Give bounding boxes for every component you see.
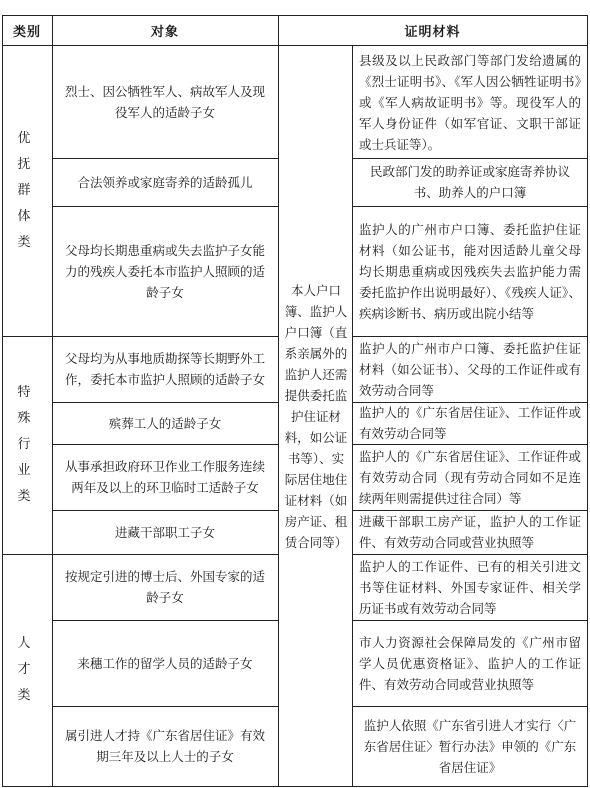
proof-cell [356, 158, 584, 206]
target-cell [56, 620, 274, 706]
category-rencai-text: 人才类 [17, 636, 37, 703]
row-divider [352, 444, 588, 445]
row-divider [352, 554, 588, 555]
proof-text: 监护人的广州市户口簿、委托监护住证材料（如公证书，能对因适龄儿童父母均长期患重病或因残疾失去监护能力需委托监护作出说明最好）、《残疾人证》、疾病诊断书、病历或出院小结等 [359, 221, 581, 321]
target-cell [56, 336, 274, 402]
proof-text: 民政部门发的助养证或家庭寄养协议书、助养人的户口簿 [369, 164, 570, 200]
proof-cell [356, 620, 584, 706]
category-youfu [8, 46, 46, 336]
target-text: 父母均为从事地质勘探等长期野外工作，委托本市监护人照顾的适龄子女 [64, 351, 265, 387]
category-teshu [8, 336, 46, 554]
target-text: 属引进人才持《广东省居住证》有效期三年及以上人士的子女 [64, 728, 265, 764]
row-divider [352, 402, 588, 403]
header-proof: 证明材料 [404, 25, 461, 40]
proof-cell [356, 510, 584, 554]
target-text: 进藏干部职工子女 [114, 524, 215, 540]
proof-text: 监护人的《广东省居住证》、工作证件或有效劳动合同（现有劳动合同如不足连续两年则需提供过往合同）等 [359, 448, 581, 506]
row-divider [52, 620, 278, 621]
proof-cell [356, 46, 584, 158]
row-divider [52, 402, 278, 403]
row-divider [52, 158, 278, 159]
target-text: 烈士、因公牺牲军人、病故军人及现役军人的适龄子女 [64, 84, 265, 120]
target-cell [56, 444, 274, 510]
common-proof [282, 46, 350, 786]
target-text: 来穗工作的留学人员的适龄子女 [77, 655, 253, 671]
target-text: 合法领养或家庭寄养的适龄孤儿 [77, 174, 253, 190]
column-divider [352, 45, 353, 787]
row-divider [352, 206, 588, 207]
category-youfu-text: 优抚群体类 [17, 131, 37, 250]
table-border-top [2, 15, 588, 16]
category-rencai [8, 554, 46, 786]
proof-cell [356, 554, 584, 620]
row-divider [352, 706, 588, 707]
target-cell [56, 402, 274, 444]
row-divider [352, 158, 588, 159]
proof-text: 进藏干部职工房产证，监护人的工作证件、有效劳动合同或营业执照等 [359, 514, 581, 550]
proof-text: 监护人依照《广东省引进人才实行〈广东省居住证〉暂行办法》申领的《广东省居住证》 [363, 717, 577, 775]
row-divider [52, 706, 278, 707]
target-cell [56, 706, 274, 786]
proof-cell [356, 402, 584, 444]
header-category: 类别 [12, 25, 41, 40]
table-border-left [2, 15, 3, 787]
target-text: 按规定引进的博士后、外国专家的适龄子女 [64, 569, 265, 605]
target-cell [56, 510, 274, 554]
row-divider [352, 336, 588, 337]
header-divider [2, 45, 588, 46]
proof-cell [356, 336, 584, 402]
row-divider [52, 206, 278, 207]
proof-cell [356, 444, 584, 510]
row-divider [352, 510, 588, 511]
proof-text: 县级及以上民政部门等部门发给遗属的《烈士证明书》、《军人因公牺牲证明书》或《军人病故证明书》等。现役军人的军人身份证件（如军官证、文职干部证或士兵证等）。 [359, 52, 581, 152]
proof-text: 监护人的工作证件、已有的相关引进文书等住证材料、外国专家证件、相关学历证书或有效劳动合同等 [359, 558, 581, 616]
row-divider [352, 620, 588, 621]
common-proof-text: 本人户口簿、监护人户口簿（直系亲属外的监护人还需提供委托监护住证材料，如公证书等）、实际居住地住证材料（如房产证、租赁合同等） [284, 282, 348, 550]
proof-text: 市人力资源社会保障局发的《广州市留学人员优惠资格证》、监护人的工作证件、有效劳动合同或营业执照等 [359, 634, 581, 692]
proof-cell [356, 206, 584, 336]
proof-cell [356, 706, 584, 786]
target-cell [56, 46, 274, 158]
proof-text: 监护人的《广东省居住证》、工作证件或有效劳动合同等 [359, 405, 581, 441]
target-cell [56, 554, 274, 620]
target-text: 从事承担政府环卫作业工作服务连续两年及以上的环卫临时工适龄子女 [64, 459, 265, 495]
header-target: 对象 [150, 25, 179, 40]
column-divider [278, 15, 279, 787]
proof-text: 监护人的广州市户口簿、委托监护住证材料（如公证书）、父母的工作证件或有效劳动合同等 [359, 340, 581, 398]
target-cell [56, 158, 274, 206]
target-text: 殡葬工人的适龄子女 [108, 415, 222, 431]
category-teshu-text: 特殊行业类 [17, 385, 37, 504]
table-border-right [587, 15, 588, 787]
row-divider [52, 444, 278, 445]
category-divider [2, 336, 278, 337]
target-cell [56, 206, 274, 336]
table-border-bottom [2, 786, 588, 787]
category-divider [2, 554, 278, 555]
row-divider [52, 510, 278, 511]
target-text: 父母均长期患重病或失去监护子女能力的残疾人委托本市监护人照顾的适龄子女 [64, 242, 265, 300]
column-divider [52, 15, 53, 787]
